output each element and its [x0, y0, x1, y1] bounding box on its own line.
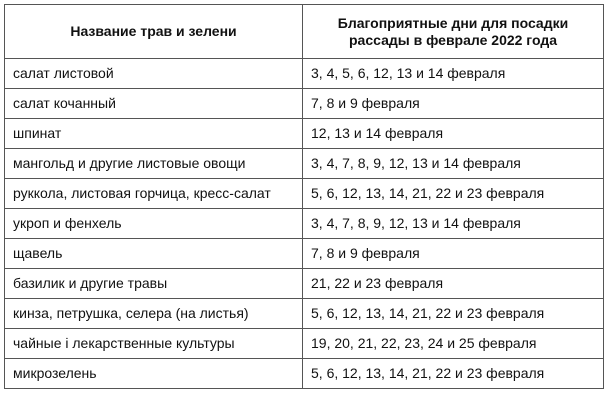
herb-name-cell: базилик и другие травы — [5, 269, 303, 299]
table-row — [5, 269, 604, 299]
table-row — [5, 299, 604, 329]
table-row — [5, 239, 604, 269]
table-row — [5, 59, 604, 89]
table-header-row — [5, 5, 604, 59]
herb-name-cell: салат листовой — [5, 59, 303, 89]
planting-days-cell: 3, 4, 5, 6, 12, 13 и 14 февраля — [303, 59, 604, 89]
planting-days-cell: 19, 20, 21, 22, 23, 24 и 25 февраля — [303, 329, 604, 359]
planting-days-cell: 5, 6, 12, 13, 14, 21, 22 и 23 февраля — [303, 179, 604, 209]
herb-name-cell: шпинат — [5, 119, 303, 149]
planting-days-cell: 5, 6, 12, 13, 14, 21, 22 и 23 февраля — [303, 299, 604, 329]
herb-name-cell: микрозелень — [5, 359, 303, 389]
herb-name-cell: руккола, листовая горчица, кресс-салат — [5, 179, 303, 209]
header-favorable-days-line2: рассады в феврале 2022 года — [349, 31, 557, 48]
table-row — [5, 359, 604, 389]
table-row — [5, 209, 604, 239]
table-row — [5, 329, 604, 359]
planting-days-cell: 7, 8 и 9 февраля — [303, 89, 604, 119]
herb-name-cell: чайные і лекарственные культуры — [5, 329, 303, 359]
herb-name-cell: салат кочанный — [5, 89, 303, 119]
herb-name-cell: мангольд и другие листовые овощи — [5, 149, 303, 179]
planting-days-cell: 7, 8 и 9 февраля — [303, 239, 604, 269]
herb-name-cell: кинза, петрушка, селера (на листья) — [5, 299, 303, 329]
planting-days-cell: 12, 13 и 14 февраля — [303, 119, 604, 149]
planting-days-cell: 3, 4, 7, 8, 9, 12, 13 и 14 февраля — [303, 209, 604, 239]
table-row — [5, 149, 604, 179]
planting-table — [4, 4, 604, 389]
table-row — [5, 179, 604, 209]
planting-days-cell: 5, 6, 12, 13, 14, 21, 22 и 23 февраля — [303, 359, 604, 389]
header-herb-name-text: Название трав и зелени — [70, 23, 237, 39]
table-row — [5, 119, 604, 149]
header-favorable-days-line1: Благоприятные дни для посадки — [337, 14, 569, 31]
herb-name-cell: укроп и фенхель — [5, 209, 303, 239]
planting-days-cell: 3, 4, 7, 8, 9, 12, 13 и 14 февраля — [303, 149, 604, 179]
header-favorable-days — [303, 5, 604, 59]
header-herb-name — [5, 5, 303, 59]
planting-days-cell: 21, 22 и 23 февраля — [303, 269, 604, 299]
herb-name-cell: щавель — [5, 239, 303, 269]
table-row — [5, 89, 604, 119]
